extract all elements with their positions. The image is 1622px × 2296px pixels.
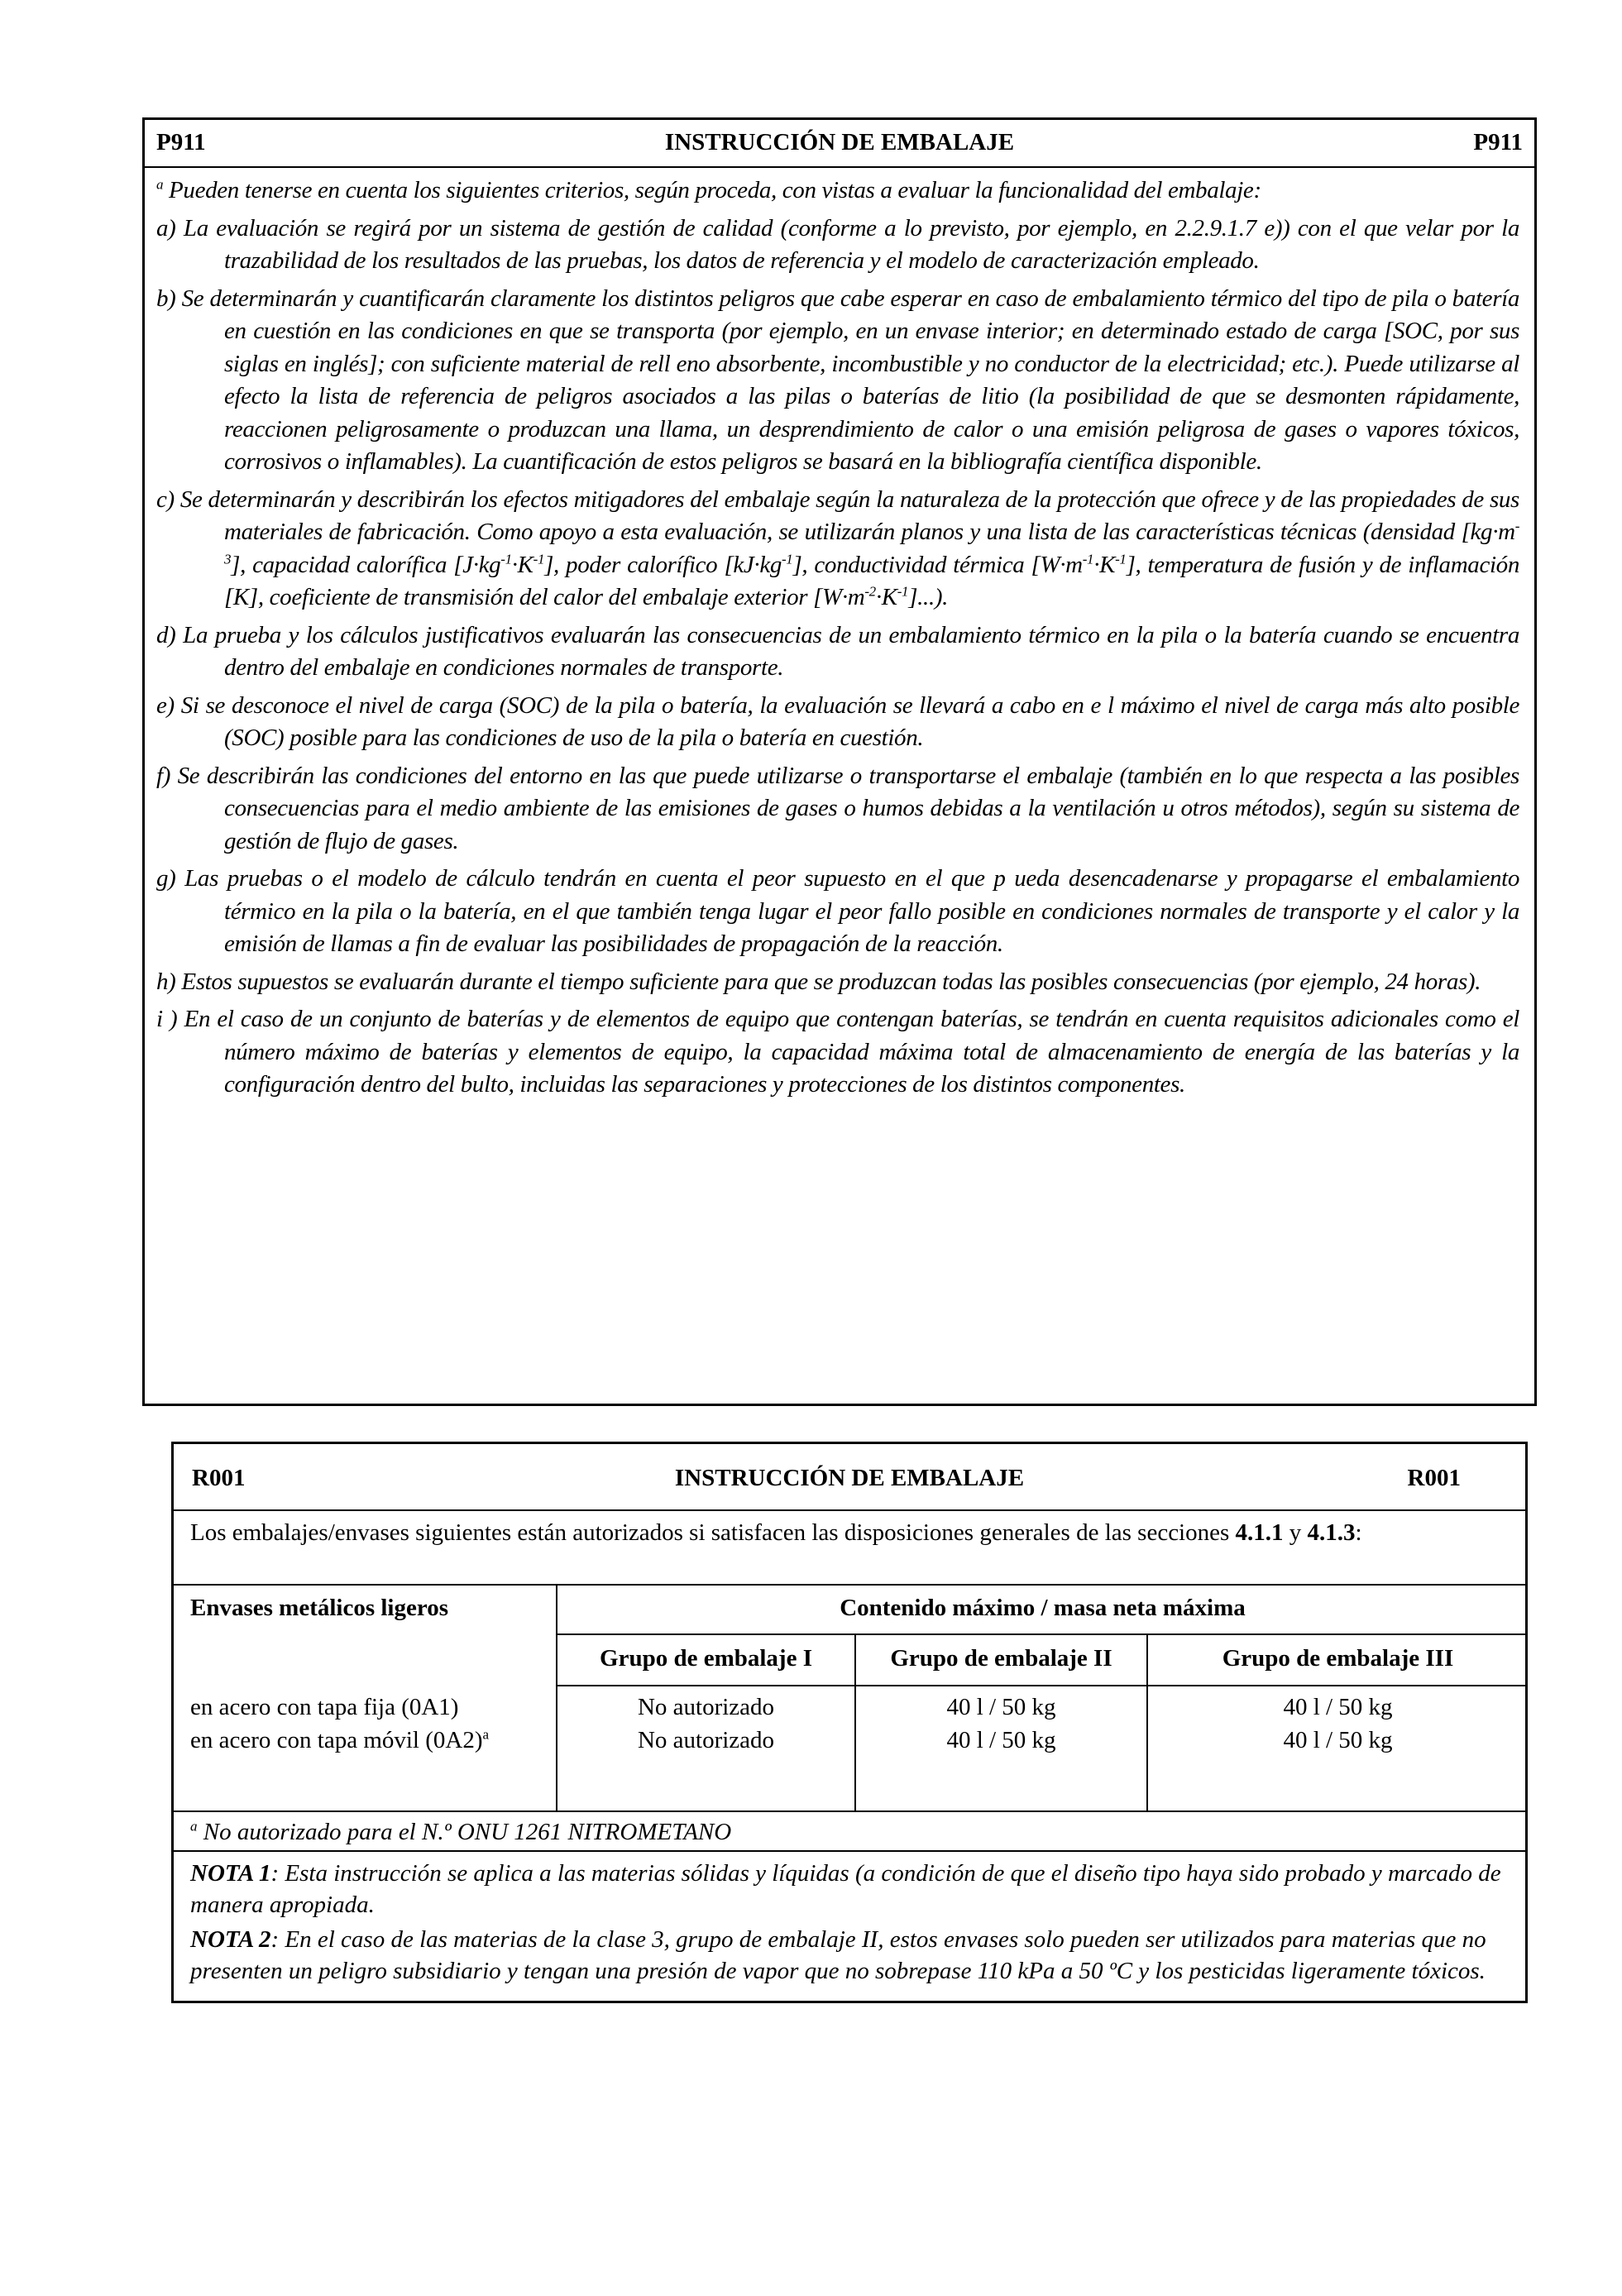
group-label-rule: [556, 1685, 1525, 1686]
criterion-f: f) Se describirán las condiciones del entorno en las que puede utilizarse o transportarse el embalaje (también en lo que respecta a las posibles consecuencias para el medio ambiente de las emisiones de gases o humos debidas a la ventilación u otros métodos), según su sistema de gestión de flujo de gases.: [156, 762, 1519, 854]
criterion-g: g) Las pruebas o el modelo de cálculo tendrán en cuenta el peor supuesto en el que p ueda desencadenarse y propagarse el embalamiento térmico en la pila o la batería, en el que también tenga lugar el peor fallo posible en condiciones normales de transporte y el calor y la emisión de llamas a fin de evaluar las posibilidades de propagación de la reacción.: [156, 865, 1519, 957]
note-1: NOTA 1: Esta instrucción se aplica a las materias sólidas y líquidas (a condición de que el diseño tipo haya sido probado y marcado de manera apropiada.: [190, 1860, 1501, 1918]
criterion-a: a) La evaluación se regirá por un sistema de gestión de calidad (conforme a lo previsto, por ejemplo, en 2.2.9.1.7 e)) con el que velar por la trazabilidad de los resultados de las pruebas, los datos de referencia y el modelo de caracterización empleado.: [156, 214, 1519, 274]
table-row-label: en acero con tapa fija (0A1): [190, 1694, 459, 1720]
table-cell: No autorizado: [637, 1694, 775, 1720]
table-cell: 40 l / 50 kg: [1283, 1694, 1393, 1720]
table-cell: 40 l / 50 kg: [946, 1727, 1056, 1753]
r001-header: [174, 1444, 1525, 1511]
group-header-rule: [556, 1634, 1525, 1635]
p911-code-right: P911: [1473, 129, 1523, 155]
table-bottom-rule: [174, 1810, 1525, 1812]
p911-body: [145, 168, 1534, 1102]
r001-footnote: $^a$ No autorizado para el N.º ONU 1261 NITROMETANO: [190, 1818, 732, 1845]
criterion-c: c) Se determinarán y describirán los efectos mitigadores del embalaje según la naturaleza de la protección que ofrece y de las propiedades de sus materiales de fabricación. Como apoyo a esta evaluación, se utilizarán planos y una lista de las características técnicas (densidad $[kg\cdot m^{-3}]$, capacidad calorífica $[J\cdot kg^{-1}\cdot K^{-1}]$, poder calorífico $[kJ\cdot kg^{-1}]$, conductividad térmica $[W\cdot m^{-1}\cdot K^{-1}]$, temperatura de fusión y de inflamación [K], coeficiente de transmisión del calor del embalaje exterior $[W\cdot m^{-2}\cdot K^{-1}]$...).: [156, 486, 1519, 610]
table-cell: 40 l / 50 kg: [1283, 1727, 1393, 1753]
p911-intro: $^a$ Pueden tenerse en cuenta los siguientes criterios, según proceda, con vistas a evaluar la funcionalidad del embalaje:: [156, 176, 1261, 203]
table-row-label: en acero con tapa móvil $(0A2)^a$: [190, 1726, 490, 1753]
r001-code-right: R001: [1407, 1465, 1461, 1491]
group-i-header: Grupo de embalaje I: [600, 1645, 812, 1672]
criterion-i: i ) En el caso de un conjunto de baterías y de elementos de equipo que contengan baterías, se tendrán en cuenta requisitos adicionales como el número máximo de baterías y elementos de equipo, la capacidad máxima total de almacenamiento de energía de las baterías y la configuración dentro del bulto, incluidas las separaciones y protecciones de los distintos componentes.: [156, 1006, 1519, 1098]
footnote-marker: a: [482, 1726, 490, 1743]
note-2: NOTA 2: En el caso de las materias de la clase 3, grupo de embalaje II, estos envases solo pueden ser utilizados para materias que no presenten un peligro subsidiario y tengan una presión de vapor que no sobrepase 110 kPa a 50 ºC y los pesticidas ligeramente tóxicos.: [190, 1926, 1486, 1984]
r001-code-left: R001: [192, 1465, 246, 1491]
criterion-d: d) La prueba y los cálculos justificativos evaluarán las consecuencias de un embalamiento térmico en la pila o la batería cuando se encuentra dentro del embalaje en condiciones normales de transporte.: [156, 621, 1519, 681]
table-cell: No autorizado: [637, 1727, 775, 1753]
r001-notes: [190, 1858, 1510, 1990]
packaging-column-header: Envases metálicos ligeros: [190, 1595, 448, 1621]
criterion-e: e) Si se desconoce el nivel de carga (SOC) de la pila o batería, la evaluación se llevará a cabo en e l máximo el nivel de carga más alto posible (SOC) posible para las condiciones de uso de la pila o batería en cuestión.: [156, 691, 1519, 751]
p911-header: [145, 120, 1534, 168]
table-cell: 40 l / 50 kg: [946, 1694, 1056, 1720]
group-ii-header: Grupo de embalaje II: [890, 1645, 1112, 1672]
footnote-marker: a: [156, 176, 164, 193]
footnote-rule: [174, 1850, 1525, 1852]
r001-instruction-box: [171, 1442, 1528, 2003]
criterion-h: h) Estos supuestos se evaluarán durante el tiempo suficiente para que se produzcan todas las posibles consecuencias (por ejemplo, 24 horas).: [156, 968, 1481, 995]
content-column-header: Contenido máximo / masa neta máxima: [840, 1595, 1246, 1621]
group-iii-header: Grupo de embalaje III: [1222, 1645, 1454, 1672]
r001-intro: Los embalajes/envases siguientes están autorizados si satisfacen las disposiciones generales de las secciones 4.1.1 y 4.1.3:: [190, 1519, 1362, 1546]
p911-code-left: P911: [156, 129, 206, 155]
p911-instruction-box: [142, 117, 1537, 1406]
p911-title: INSTRUCCIÓN DE EMBALAJE: [664, 129, 1015, 155]
r001-title: INSTRUCCIÓN DE EMBALAJE: [674, 1465, 1025, 1491]
table-top-rule: [174, 1584, 1525, 1586]
criterion-b: b) Se determinarán y cuantificarán claramente los distintos peligros que cabe esperar en caso de embalamiento térmico del tipo de pila o batería en cuestión en las condiciones en que se transporta (por ejemplo, en un envase interior; en determinado estado de carga [SOC, por sus siglas en inglés]; con suficiente material de rell eno absorbente, incombustible y no conductor de la electricidad; etc.). Puede utilizarse al efecto la lista de referencia de peligros asociados a las pilas o baterías de litio (la posibilidad de que se desmonten rápidamente, reaccionen peligrosamente o produzcan una llama, un desprendimiento de calor o una emisión peligrosa de gases o vapores tóxicos, corrosivos o inflamables). La cuantificación de estos peligros se basará en la bibliografía científica disponible.: [156, 285, 1519, 475]
